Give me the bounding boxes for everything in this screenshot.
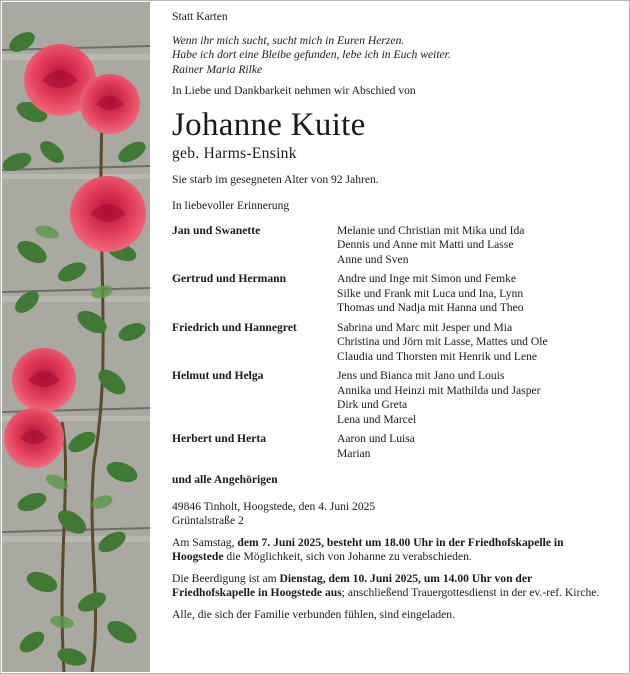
family-parents: Friedrich und Hannegret xyxy=(172,320,297,334)
child-entry: Lena und Marcel xyxy=(337,412,417,426)
family-parents: Gertrud und Hermann xyxy=(172,272,287,285)
rose-bloom-3 xyxy=(70,176,146,252)
family-children xyxy=(337,432,612,461)
child-entry: Sabrina und Marc mit Jesper und Mia xyxy=(337,320,513,334)
family-row xyxy=(172,369,612,427)
funeral-pre: Die Beerdigung ist am xyxy=(172,571,280,585)
family-children xyxy=(337,321,612,365)
relatives-text: und alle Angehörigen xyxy=(172,473,278,486)
family-children xyxy=(337,272,612,316)
rose-bloom-5 xyxy=(4,408,64,468)
quote-author: Rainer Maria Rilke xyxy=(172,62,263,76)
child-entry: Silke und Frank mit Luca und Ina, Lynn xyxy=(337,286,524,300)
child-entry: Melanie und Christian mit Mika und Ida xyxy=(337,223,525,237)
service-bold: dem 7. Juni 2025, besteht um 18.00 Uhr in der Friedhofskapelle in Hoogstede xyxy=(172,535,564,563)
funeral-text xyxy=(172,572,612,601)
address-line: Grüntalstraße 2 xyxy=(172,514,244,527)
quote xyxy=(172,34,612,78)
header-label: Statt Karten xyxy=(172,10,228,23)
child-entry: Marian xyxy=(337,446,371,460)
rose-bloom-4 xyxy=(12,348,76,412)
child-entry: Thomas und Nadja mit Hanna und Theo xyxy=(337,301,524,314)
family-list xyxy=(172,224,612,462)
child-entry: Aaron und Luisa xyxy=(337,432,415,445)
service-pre: Am Samstag, xyxy=(172,535,238,549)
family-children xyxy=(337,224,612,268)
family-parents: Jan und Swanette xyxy=(172,223,261,237)
child-entry: Claudia und Thorsten mit Henrik und Lene xyxy=(337,349,538,363)
address-line: 49846 Tinholt, Hoogstede, den 4. Juni 2025 xyxy=(172,499,376,513)
quote-line: Habe ich dort eine Bleibe gefunden, lebe ich in Euch weiter. xyxy=(172,48,451,61)
service-text xyxy=(172,536,612,565)
funeral-bold: Dienstag, dem 10. Juni 2025, um 14.00 Uhr von der Friedhofskapelle in Hoogstede aus xyxy=(172,571,532,599)
birth-name: geb. Harms-Ensink xyxy=(172,144,297,162)
child-entry: Andre und Inge mit Simon und Femke xyxy=(337,272,517,285)
memory-text: In liebevoller Erinnerung xyxy=(172,199,290,212)
closing-text: Alle, die sich der Familie verbunden fühlen, sind eingeladen. xyxy=(172,607,455,621)
service-post: die Möglichkeit, sich von Johanne zu verabschieden. xyxy=(223,550,472,563)
family-row xyxy=(172,272,612,316)
quote-line: Wenn ihr mich sucht, sucht mich in Euren Herzen. xyxy=(172,33,405,47)
child-entry: Anne und Sven xyxy=(337,252,409,266)
address-block xyxy=(172,500,612,529)
obituary-text xyxy=(172,10,612,622)
rose-illustration xyxy=(2,2,150,672)
rose-bloom-2 xyxy=(80,74,140,134)
age-text: Sie starb im gesegneten Alter von 92 Jahren. xyxy=(172,172,379,186)
child-entry: Dirk und Greta xyxy=(337,398,408,411)
family-row xyxy=(172,432,612,461)
family-parents: Herbert und Herta xyxy=(172,432,267,445)
child-entry: Annika und Heinzi mit Mathilda und Jasper xyxy=(337,383,541,397)
child-entry: Christina und Jörn mit Lasse, Mattes und Ole xyxy=(337,335,548,348)
family-parents: Helmut und Helga xyxy=(172,369,264,382)
funeral-post: ; anschließend Trauergottesdienst in der ev.-ref. Kirche. xyxy=(341,586,600,599)
family-row xyxy=(172,224,612,268)
deceased-name: Johanne Kuite xyxy=(172,106,366,143)
family-row xyxy=(172,321,612,365)
family-children xyxy=(337,369,612,427)
rose-photo xyxy=(2,2,150,672)
child-entry: Dennis und Anne mit Matti und Lasse xyxy=(337,238,514,251)
intro-text: In Liebe und Dankbarkeit nehmen wir Abschied von xyxy=(172,84,416,97)
child-entry: Jens und Bianca mit Jano und Louis xyxy=(337,369,505,382)
